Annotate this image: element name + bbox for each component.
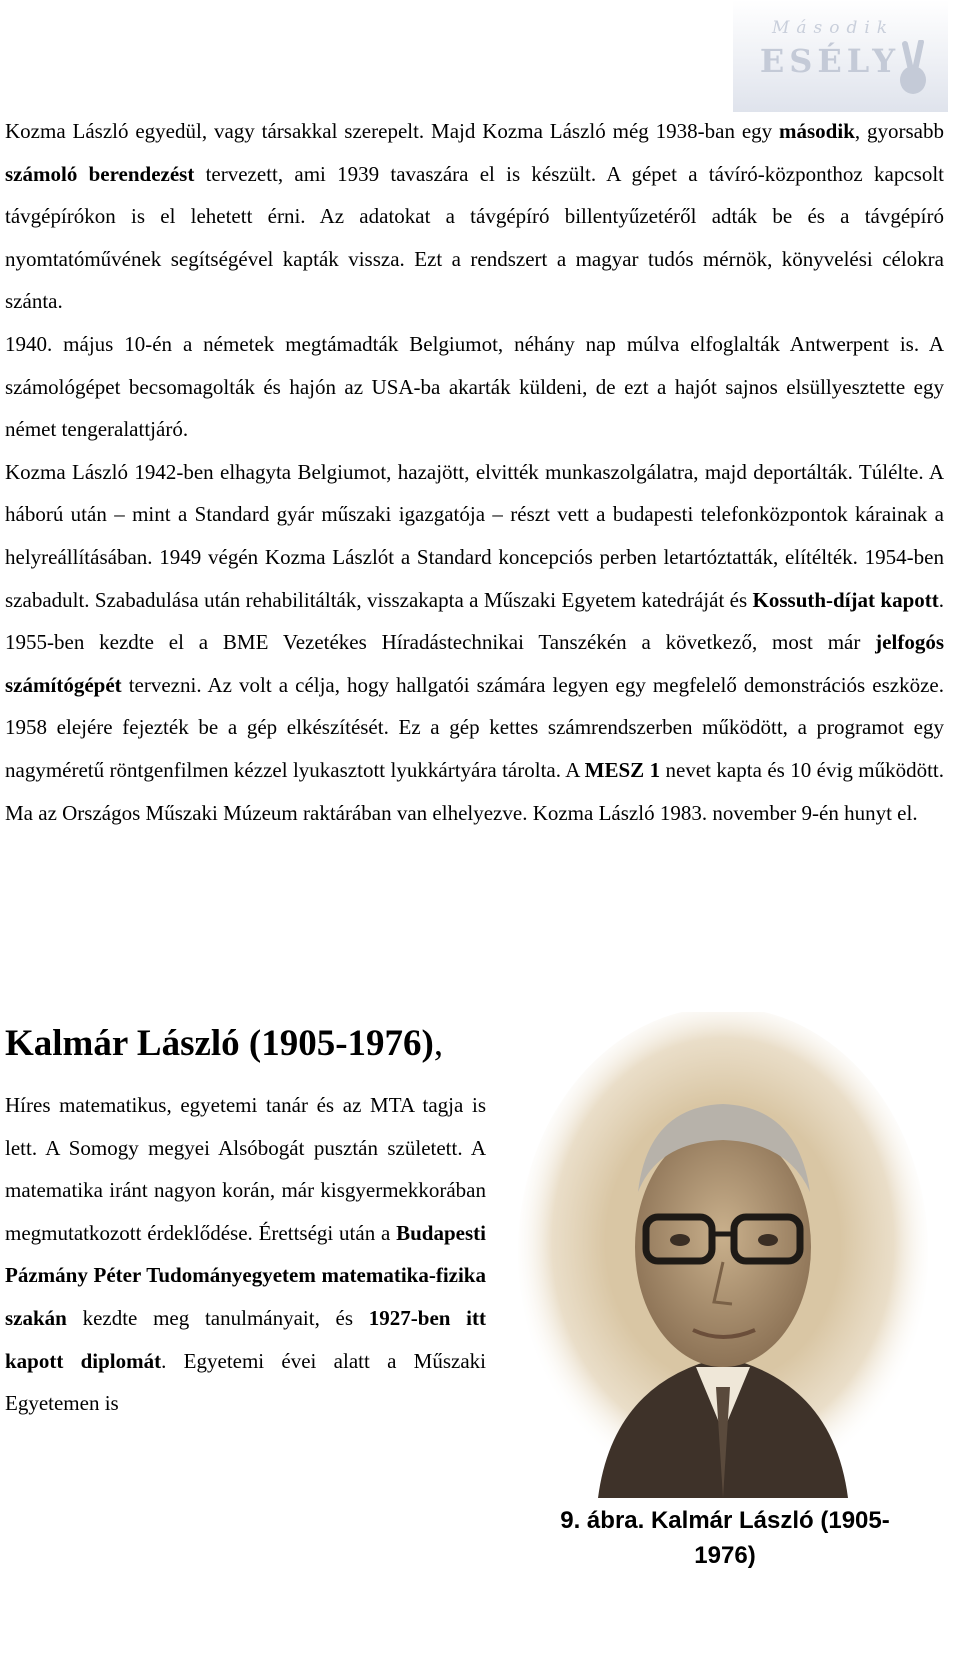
logo-top-text: Második: [771, 18, 895, 38]
paragraph: [5, 323, 944, 451]
caption-line-1: 9. ábra. Kalmár László (1905-: [560, 1507, 890, 1534]
bold-text-run: MESZ 1: [584, 757, 661, 782]
text-run: . 1955-ben kezdte el a BME Vezetékes Híradástechnikai Tanszékén a következő, most már: [5, 587, 944, 655]
bold-text-run: jelfogós számítógépét: [5, 630, 944, 697]
text-run: Kozma László 1942-ben elhagyta Belgiumot, hazajött, elvitték munkaszolgálatra, majd deportálták. Túlélte. A háború után – mint a Standard gyár műszaki igazgatója – részt vett a budapesti telefonközpontok kárainak a helyreállításában. 1949 végén Kozma Lászlót a Standard koncepciós perben letartóztatták, elítélték. 1954-ben szabadult. Szabadulása után rehabilitálták, visszakapta a Műszaki Egyetem katedráját és: [5, 459, 944, 612]
bold-text-run: Kossuth-díjat kapott: [752, 587, 939, 612]
text-run: tervezett, ami 1939 tavaszára el is készült. A gépet a távíró-központhoz kapcsolt távgépírókon is el lehetett érni. Az adatokat a távgépíró billentyűzetéről adták be és a távgépíró nyomtatóművének segítségével kapták vissza. Ezt a rendszert a magyar tudós mérnök, könyvelési célokra szánta.: [5, 161, 944, 314]
text-run: nevet kapta és 10 évig működött. Ma az Országos Műszaki Múzeum raktárában van elhelyezve. Kozma László 1983. november 9-én hunyt el.: [5, 757, 944, 825]
section-heading: [5, 1022, 443, 1065]
peace-hand-icon: [891, 40, 935, 98]
bold-text-run: számoló berendezést: [5, 161, 195, 186]
section-heading-suffix: ,: [433, 1023, 444, 1064]
paragraph: [5, 451, 944, 834]
portrait-photo: [518, 1012, 928, 1498]
logo-main-text: ESÉLY: [759, 42, 901, 80]
text-run: Kozma László egyedül, vagy társakkal szerepelt. Majd Kozma László még 1938-ban egy: [5, 119, 780, 143]
text-run: 1940. május 10-én a németek megtámadták Belgiumot, néhány nap múlva elfoglalták Antwerpent is. A számológépet becsomagolták és hajón az USA-ba akarták küldeni, de ezt a hajót sajnos elsüllyesztette egy német tengeralattjáró.: [5, 331, 944, 442]
paragraph: [5, 110, 944, 323]
text-run: tervezni. Az volt a célja, hogy hallgatói számára legyen egy megfelelő demonstrációs eszköze. 1958 elejére fejezték be a gép elkészítését. Ez a gép kettes számrendszerben működött, a programot egy nagyméretű röntgenfilmen kézzel lyukasztott lyukkártyára tárolta. A: [5, 672, 944, 782]
caption-line-2: 1976): [694, 1542, 756, 1569]
text-run: , gyorsabb: [854, 119, 944, 143]
section-heading-title: Kalmár László (1905-1976): [5, 1023, 434, 1064]
text-run: Híres matematikus, egyetemi tanár és az MTA tagja is lett. A Somogy megyei Alsóbogát pusztán született. A matematika iránt nagyon korán, már kisgyermekkorában megmutatkozott érdeklődése. Érettségi után a: [5, 1093, 486, 1245]
text-run: . Egyetemi évei alatt a Műszaki Egyetemen is: [5, 1348, 486, 1416]
text-run: kezdte meg tanulmányait, és: [66, 1305, 369, 1330]
bold-text-run: 1927-ben itt kapott diplomát: [5, 1305, 486, 1373]
bold-text-run: Budapesti Pázmány Péter Tudományegyetem matematika-fizika szakán: [5, 1220, 486, 1330]
bold-text-run: második: [779, 119, 855, 143]
figure-caption: [515, 1503, 935, 1573]
biography-paragraph: [5, 1084, 486, 1425]
article-body: [5, 110, 944, 834]
masodik-esely-logo: [733, 0, 948, 112]
